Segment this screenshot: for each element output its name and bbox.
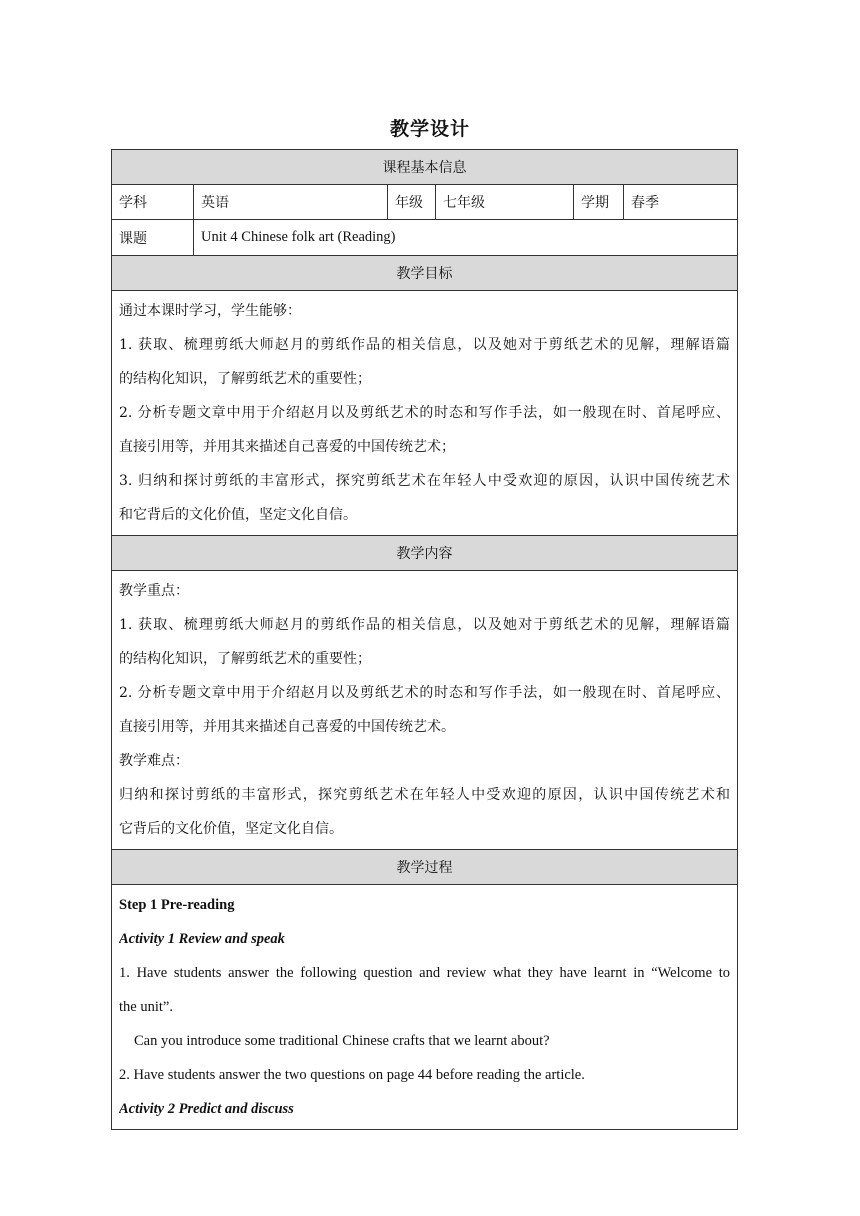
process-header: 教学过程 <box>112 850 738 885</box>
content-line: 直接引用等，并用其来描述自己喜爱的中国传统艺术。 <box>119 719 455 735</box>
step-heading: Step 1 Pre-reading <box>119 897 235 913</box>
process-item: 1. Have students answer the following question and review what they have learnt in “Welcome to <box>119 965 730 981</box>
grade-value: 七年级 <box>436 185 574 220</box>
lesson-plan-table <box>111 149 738 1130</box>
page-title: 教学设计 <box>389 118 470 140</box>
term-label: 学期 <box>574 185 624 220</box>
content-line: 的结构化知识，了解剪纸艺术的重要性； <box>119 651 371 667</box>
content-header: 教学内容 <box>112 536 738 571</box>
term-value: 春季 <box>624 185 738 220</box>
process-item: the unit”. <box>119 999 173 1015</box>
objective-line: 1. 获取、梳理剪纸大师赵月的剪纸作品的相关信息，以及她对于剪纸艺术的见解，理解语篇 <box>119 337 730 353</box>
objectives-header: 教学目标 <box>112 256 738 291</box>
content-body <box>112 571 738 850</box>
objective-line: 直接引用等，并用其来描述自己喜爱的中国传统艺术； <box>119 439 455 455</box>
process-body <box>112 885 738 1130</box>
activity-heading: Activity 1 Review and speak <box>119 931 285 947</box>
content-line: 1. 获取、梳理剪纸大师赵月的剪纸作品的相关信息，以及她对于剪纸艺术的见解，理解语篇 <box>119 617 730 633</box>
activity-heading: Activity 2 Predict and discuss <box>119 1101 294 1117</box>
objective-line: 2. 分析专题文章中用于介绍赵月以及剪纸艺术的时态和写作手法，如一般现在时、首尾呼应、 <box>119 405 730 421</box>
subject-value: 英语 <box>194 185 388 220</box>
subject-label: 学科 <box>112 185 194 220</box>
objective-line: 的结构化知识，了解剪纸艺术的重要性； <box>119 371 371 387</box>
topic-value: Unit 4 Chinese folk art (Reading) <box>194 220 738 256</box>
objective-line: 3. 归纳和探讨剪纸的丰富形式，探究剪纸艺术在年轻人中受欢迎的原因，认识中国传统艺术 <box>119 473 730 489</box>
content-line: 归纳和探讨剪纸的丰富形式，探究剪纸艺术在年轻人中受欢迎的原因，认识中国传统艺术和 <box>119 787 730 803</box>
grade-label: 年级 <box>388 185 436 220</box>
content-line: 它背后的文化价值，坚定文化自信。 <box>119 821 343 837</box>
basic-info-header: 课程基本信息 <box>112 150 738 185</box>
topic-label: 课题 <box>112 220 194 256</box>
content-line: 教学难点： <box>119 753 189 769</box>
review-question: Can you introduce some traditional Chinese crafts that we learnt about? <box>134 1033 550 1049</box>
process-item: 2. Have students answer the two questions on page 44 before reading the article. <box>119 1067 585 1083</box>
objective-line: 和它背后的文化价值，坚定文化自信。 <box>119 507 357 523</box>
objectives-body <box>112 291 738 536</box>
content-line: 教学重点： <box>119 583 189 599</box>
objective-line: 通过本课时学习，学生能够： <box>119 303 301 319</box>
content-line: 2. 分析专题文章中用于介绍赵月以及剪纸艺术的时态和写作手法，如一般现在时、首尾呼应、 <box>119 685 730 701</box>
